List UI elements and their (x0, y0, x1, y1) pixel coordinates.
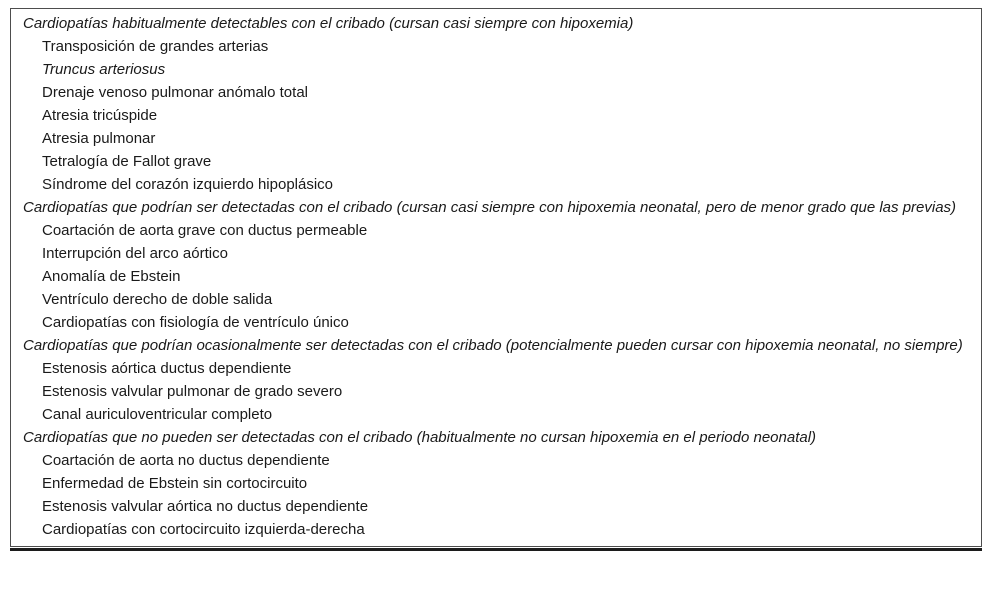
list-item: Estenosis valvular aórtica no ductus dependiente (42, 498, 369, 515)
section-header: Cardiopatías que no pueden ser detectadas con el cribado (habitualmente no cursan hipoxemia en el periodo neonatal) (23, 429, 817, 446)
list-item: Enfermedad de Ebstein sin cortocircuito (42, 475, 308, 492)
table-bottom-rule (10, 548, 982, 551)
list-item: Estenosis valvular pulmonar de grado severo (42, 383, 343, 400)
table-content (23, 12, 969, 541)
list-item: Coartación de aorta grave con ductus permeable (42, 222, 368, 239)
list-item: Ventrículo derecho de doble salida (42, 291, 273, 308)
section-header: Cardiopatías habitualmente detectables con el cribado (cursan casi siempre con hipoxemia) (23, 15, 634, 32)
cardiopathies-screening-table (10, 8, 982, 551)
list-item: Transposición de grandes arterias (42, 38, 269, 55)
section-header: Cardiopatías que podrían ocasionalmente ser detectadas con el cribado (potencialmente pueden cursar con hipoxemia neonatal, no siempre) (23, 337, 963, 354)
list-item: Truncus arteriosus (42, 61, 166, 78)
list-item: Atresia pulmonar (42, 130, 156, 147)
list-item: Síndrome del corazón izquierdo hipoplásico (42, 176, 334, 193)
list-item: Cardiopatías con cortocircuito izquierda-derecha (42, 521, 365, 538)
list-item: Canal auriculoventricular completo (42, 406, 273, 423)
list-item: Anomalía de Ebstein (42, 268, 181, 285)
list-item: Coartación de aorta no ductus dependiente (42, 452, 330, 469)
list-item: Atresia tricúspide (42, 107, 158, 124)
list-item: Estenosis aórtica ductus dependiente (42, 360, 292, 377)
section-header: Cardiopatías que podrían ser detectadas con el cribado (cursan casi siempre con hipoxemia neonatal, pero de menor grado que las previas) (23, 199, 957, 216)
list-item: Tetralogía de Fallot grave (42, 153, 212, 170)
table-box (10, 8, 982, 547)
list-item: Drenaje venoso pulmonar anómalo total (42, 84, 308, 101)
list-item: Cardiopatías con fisiología de ventrículo único (42, 314, 349, 331)
list-item: Interrupción del arco aórtico (42, 245, 228, 262)
